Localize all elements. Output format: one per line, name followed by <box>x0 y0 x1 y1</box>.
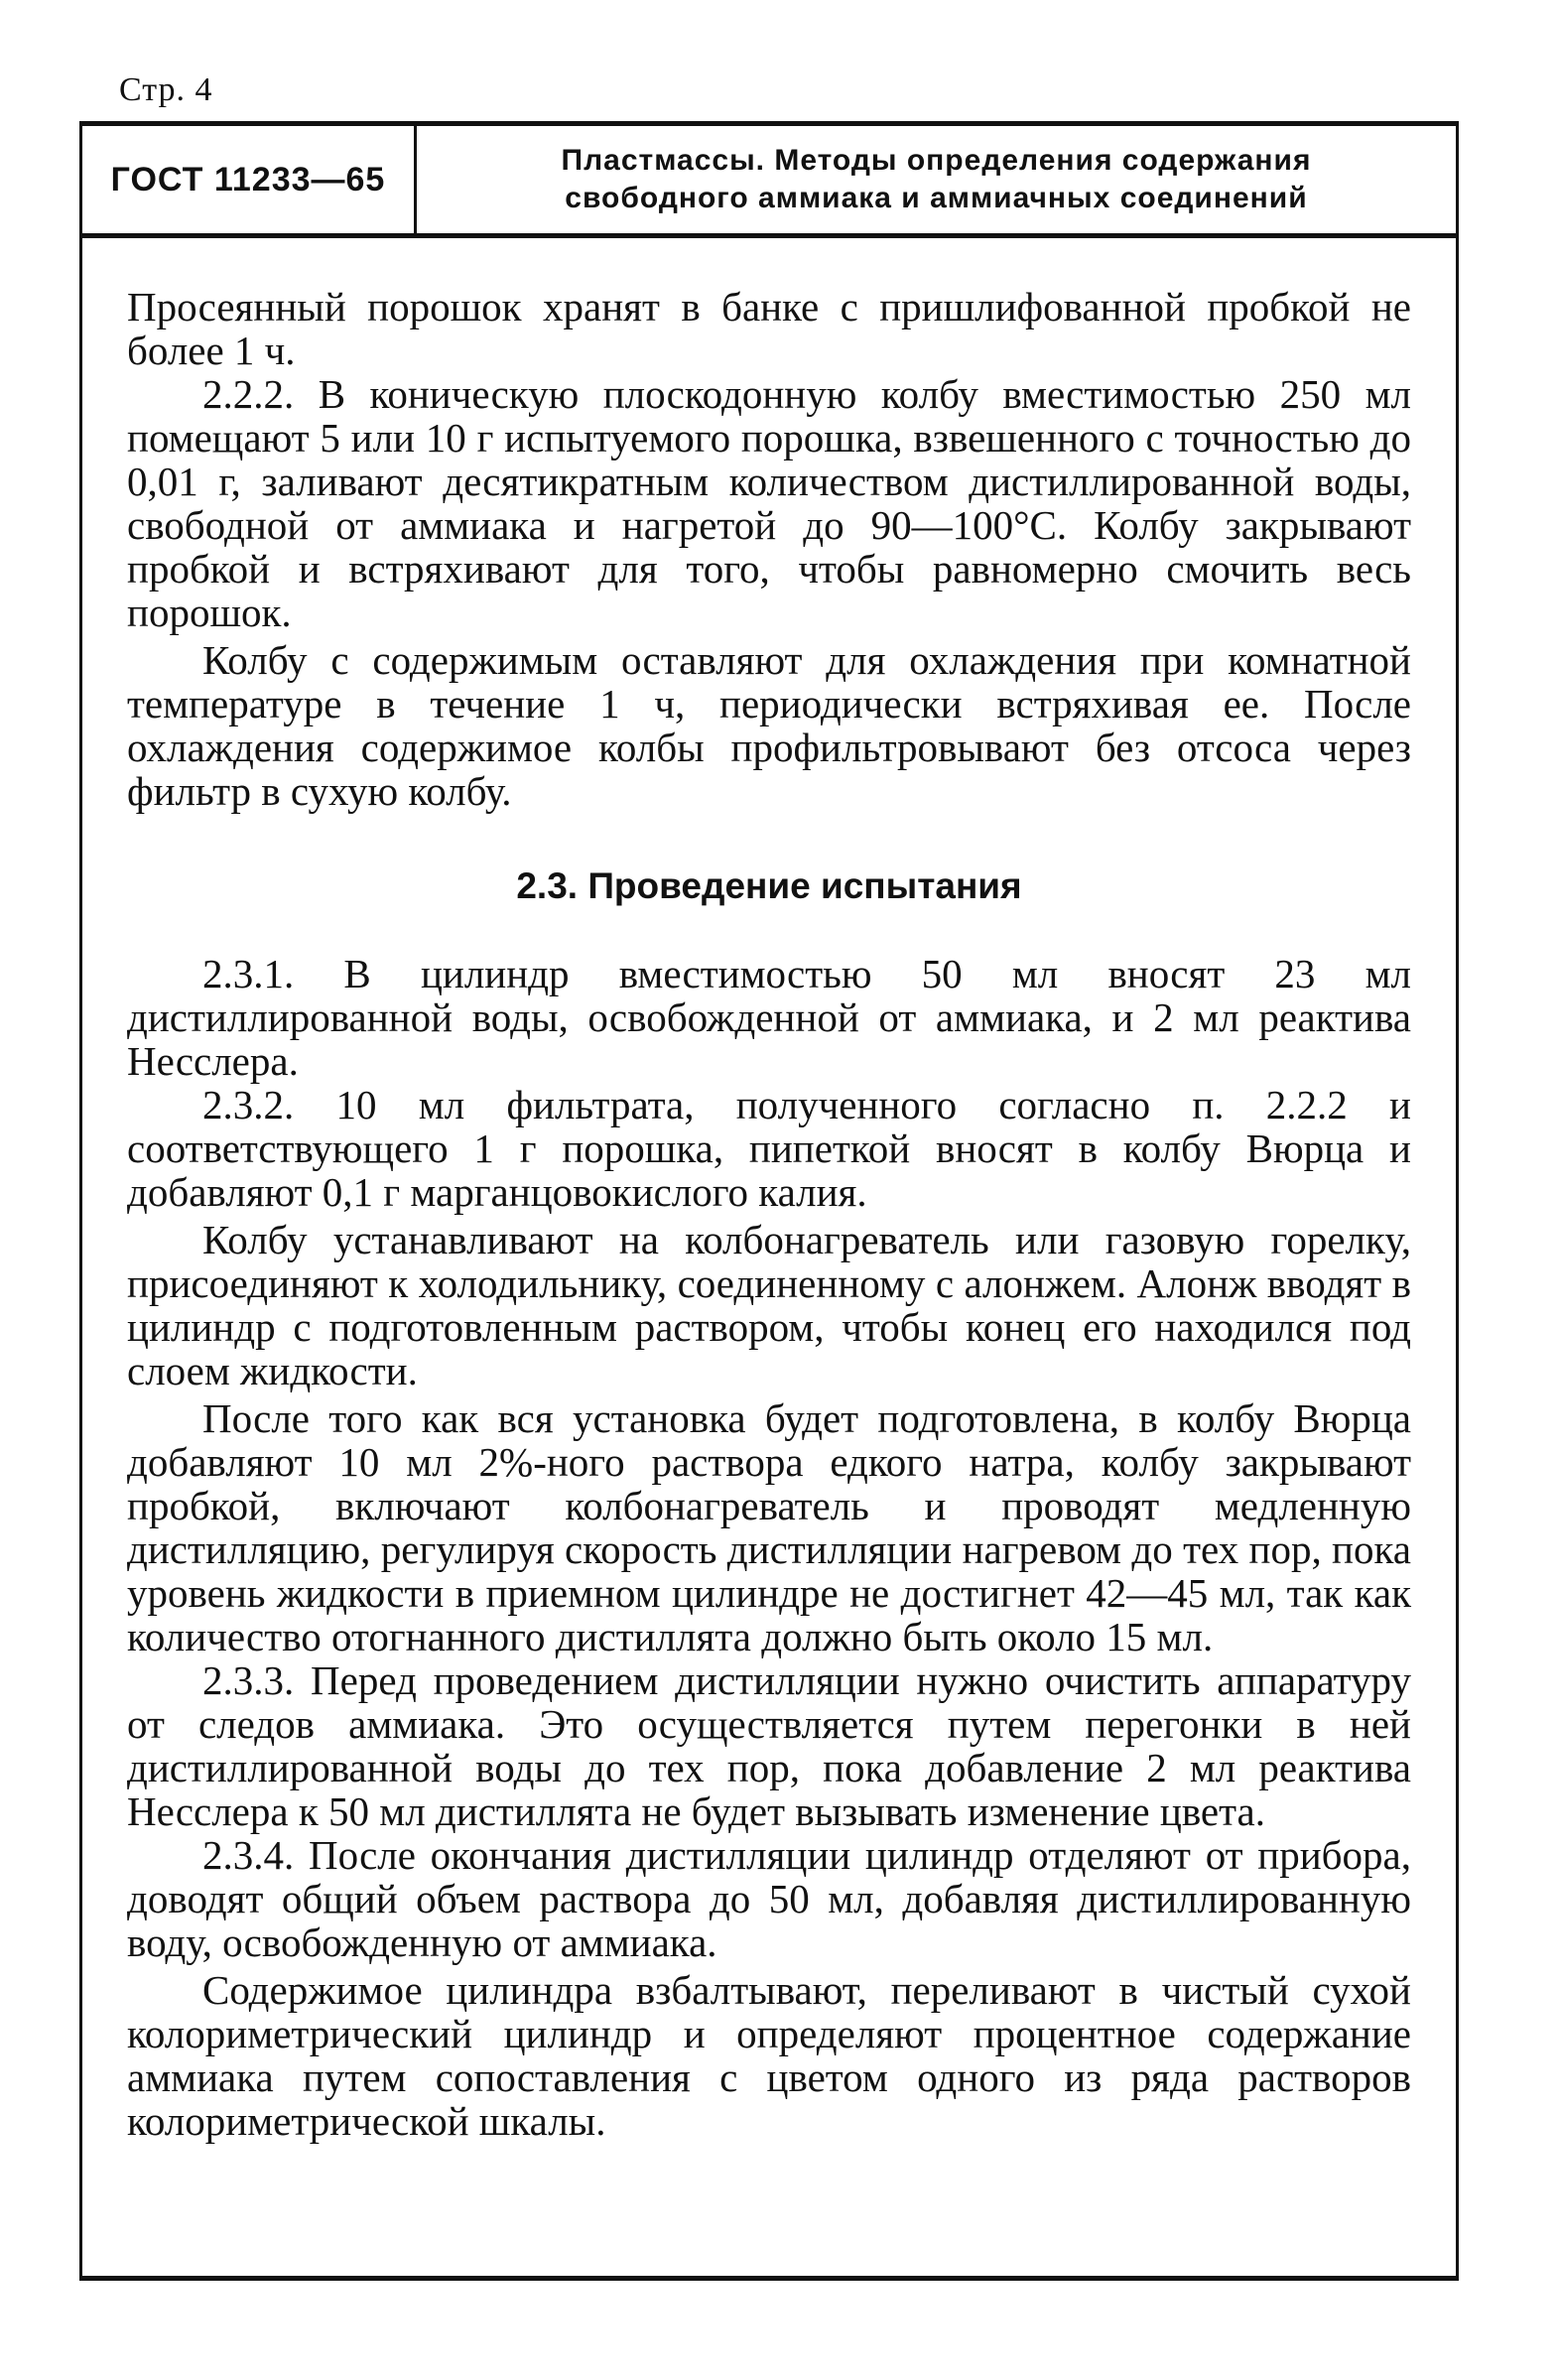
standard-title-line-1: Пластмассы. Методы определения содержания <box>561 144 1312 177</box>
paragraph: Колбу устанавливают на колбонагреватель или газовую горелку, присоединяют к холодильнику, соединенному с алонжем. Алонж вводят в цилиндр с подготовленным раствором, чтобы конец его находился под слоем жидкости. <box>127 1217 1411 1393</box>
paragraph-2-2-2: 2.2.2. В коническую плоскодонную колбу вместимостью 250 мл помещают 5 или 10 г испытуемого порошка, взвешенного с точностью до 0,01 г, заливают десятикратным количеством дистиллированной воды, свободной от аммиака и нагретой до 90—100°С. Колбу закрывают пробкой и встряхивают для того, чтобы равномерно смочить весь порошок. <box>127 371 1411 635</box>
standard-title <box>417 126 1456 233</box>
standard-title-line-2: свободного аммиака и аммиачных соединений <box>565 182 1308 214</box>
document-body <box>127 285 1411 2143</box>
paragraph-2-3-1: 2.3.1. В цилиндр вместимостью 50 мл вносят 23 мл дистиллированной воды, освобожденной от аммиака, и 2 мл реактива Несслера. <box>127 951 1411 1084</box>
paragraph-2-3-2: 2.3.2. 10 мл фильтрата, полученного согласно п. 2.2.2 и соответствующего 1 г порошка, пипеткой вносят в колбу Вюрца и добавляют 0,1 г марганцовокислого калия. <box>127 1082 1411 1215</box>
page-number: Стр. 4 <box>119 71 213 108</box>
standard-code: ГОСТ 11233—65 <box>82 126 417 233</box>
document-frame <box>79 121 1459 2281</box>
paragraph-2-3-3: 2.3.3. Перед проведением дистилляции нужно очистить аппаратуру от следов аммиака. Это осуществляется путем перегонки в ней дистиллированной воды до тех пор, пока добавление 2 мл реактива Несслера к 50 мл дистиллята не будет вызывать изменение цвета. <box>127 1657 1411 1834</box>
document-header <box>82 126 1456 238</box>
paragraph-2-3-4: 2.3.4. После окончания дистилляции цилиндр отделяют от прибора, доводят общий объем раствора до 50 мл, добавляя дистиллированную воду, освобожденную от аммиака. <box>127 1832 1411 1965</box>
paragraph: Колбу с содержимым оставляют для охлаждения при комнатной температуре в течение 1 ч, периодически встряхивая ее. После охлаждения содержимое колбы профильтровывают без отсоса через фильтр в сухую колбу. <box>127 637 1411 814</box>
paragraph: Просеянный порошок хранят в банке с пришлифованной пробкой не более 1 ч. <box>127 284 1411 373</box>
paragraph: После того как вся установка будет подготовлена, в колбу Вюрца добавляют 10 мл 2%-ного раствора едкого натра, колбу закрывают пробкой, включают колбонагреватель и проводят медленную дистилляцию, регулируя скорость дистилляции нагревом до тех пор, пока уровень жидкости в приемном цилиндре не достигнет 42—45 мл, так как количество отогнанного дистиллята должно быть около 15 мл. <box>127 1395 1411 1659</box>
paragraph: Содержимое цилиндра взбалтывают, переливают в чистый сухой колориметрический цилиндр и определяют процентное содержание аммиака путем сопоставления с цветом одного из ряда растворов колориметрической шкалы. <box>127 1967 1411 2144</box>
section-heading: 2.3. Проведение испытания <box>516 865 1022 906</box>
